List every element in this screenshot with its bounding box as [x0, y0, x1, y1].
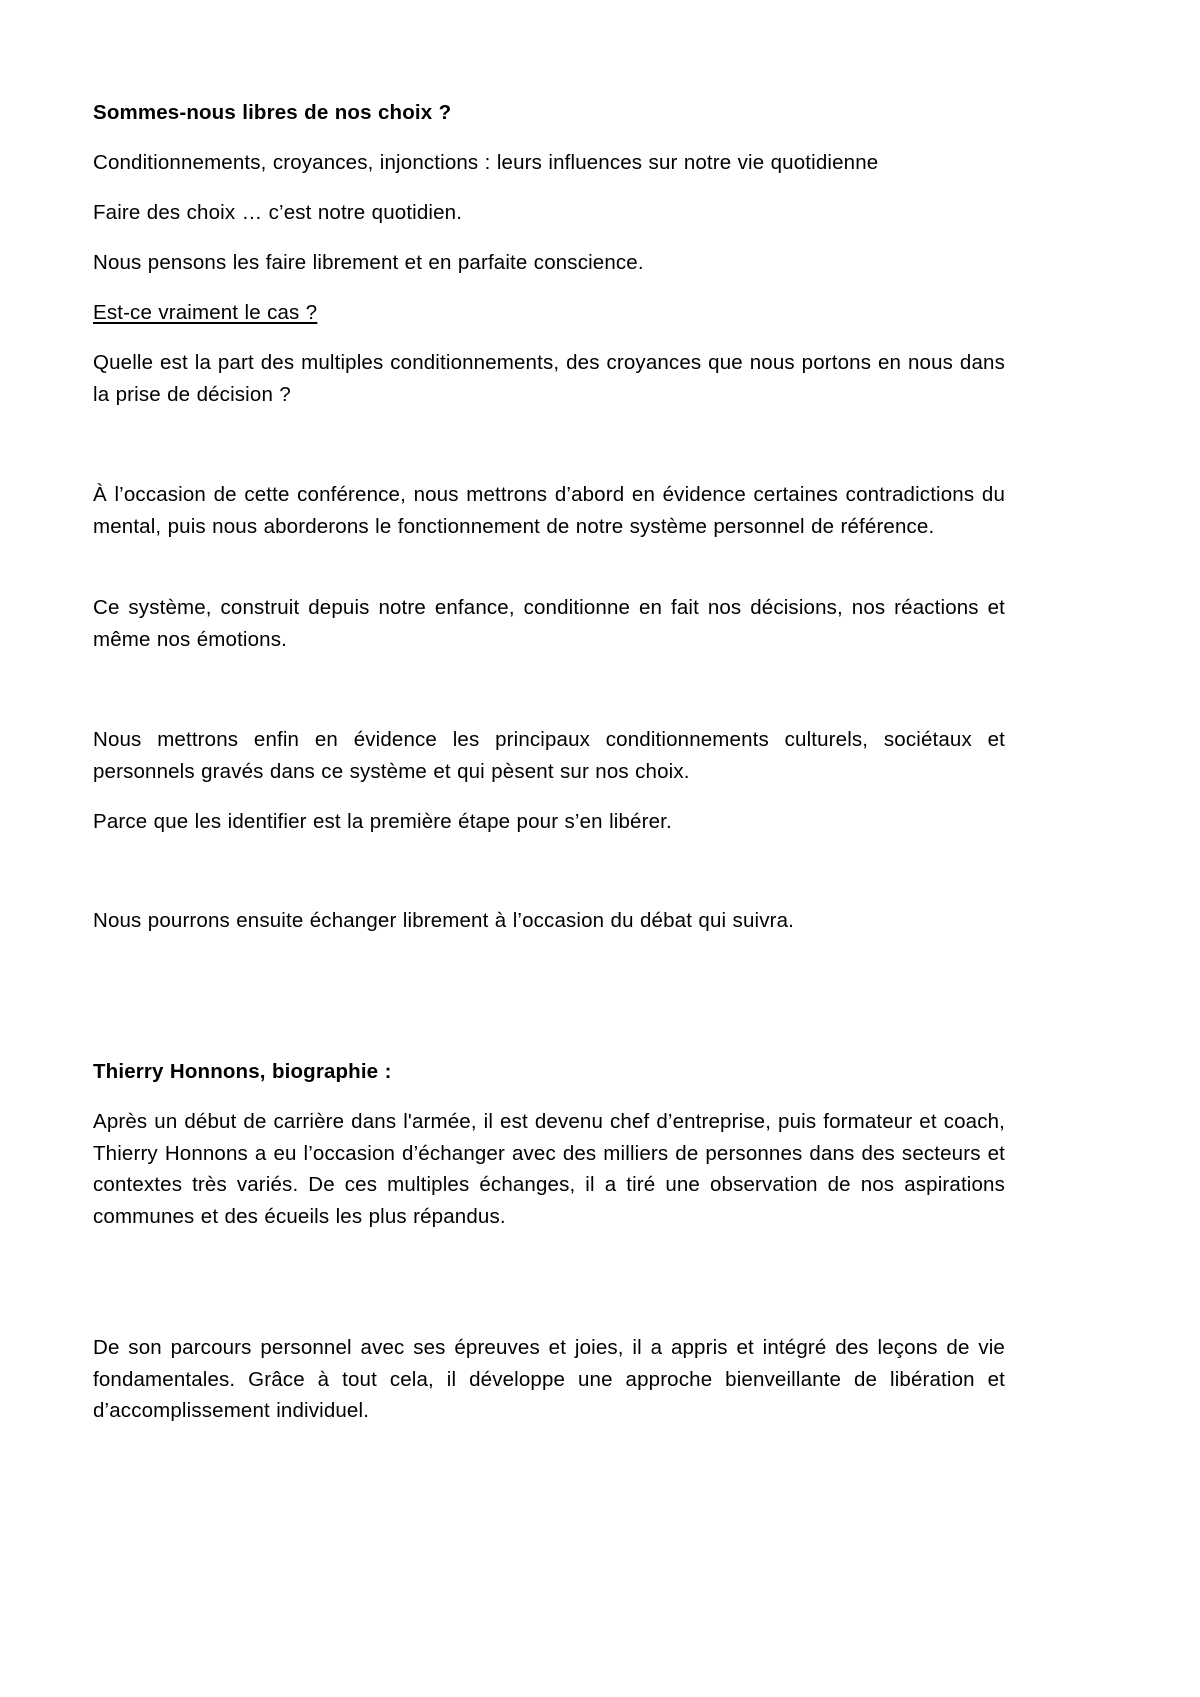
biography-paragraph-1: Après un début de carrière dans l'armée, il est devenu chef d’entreprise, puis formateur et coach, Thierry Honnons a eu l’occasion d’échanger avec des milliers de personnes dans des secteurs et contextes très variés. De ces multiples échanges, il a tiré une observation de nos aspirations communes et des écueils les plus répandus.	[93, 1110, 1005, 1228]
document-subtitle: Conditionnements, croyances, injonctions : leurs influences sur notre vie quotidienne	[93, 151, 879, 174]
conference-paragraph-2: Ce système, construit depuis notre enfance, conditionne en fait nos décisions, nos réactions et même nos émotions.	[93, 596, 1005, 651]
conference-paragraph-3: Nous mettrons enfin en évidence les principaux conditionnements culturels, sociétaux et personnels gravés dans ce système et qui pèsent sur nos choix.	[93, 728, 1005, 783]
document-title: Sommes-nous libres de nos choix ?	[93, 101, 452, 124]
conference-paragraph-4: Parce que les identifier est la première étape pour s’en libérer.	[93, 810, 672, 833]
conference-paragraph-5: Nous pourrons ensuite échanger librement à l’occasion du débat qui suivra.	[93, 909, 794, 932]
conference-paragraph-1: À l’occasion de cette conférence, nous mettrons d’abord en évidence certaines contradictions du mental, puis nous aborderons le fonctionnement de notre système personnel de référence.	[93, 483, 1005, 538]
intro-paragraph-1: Faire des choix … c’est notre quotidien.	[93, 201, 463, 224]
biography-paragraph-2: De son parcours personnel avec ses épreuves et joies, il a appris et intégré des leçons de vie fondamentales. Grâce à tout cela, il développe une approche bienveillante de libération et d’accomplissement individuel.	[93, 1336, 1005, 1423]
intro-paragraph-2: Nous pensons les faire librement et en parfaite conscience.	[93, 251, 644, 274]
biography-heading: Thierry Honnons, biographie :	[93, 1060, 392, 1083]
question-paragraph: Quelle est la part des multiples conditionnements, des croyances que nous portons en nous dans la prise de décision ?	[93, 351, 1005, 406]
underlined-question: Est-ce vraiment le cas ?	[93, 301, 318, 324]
